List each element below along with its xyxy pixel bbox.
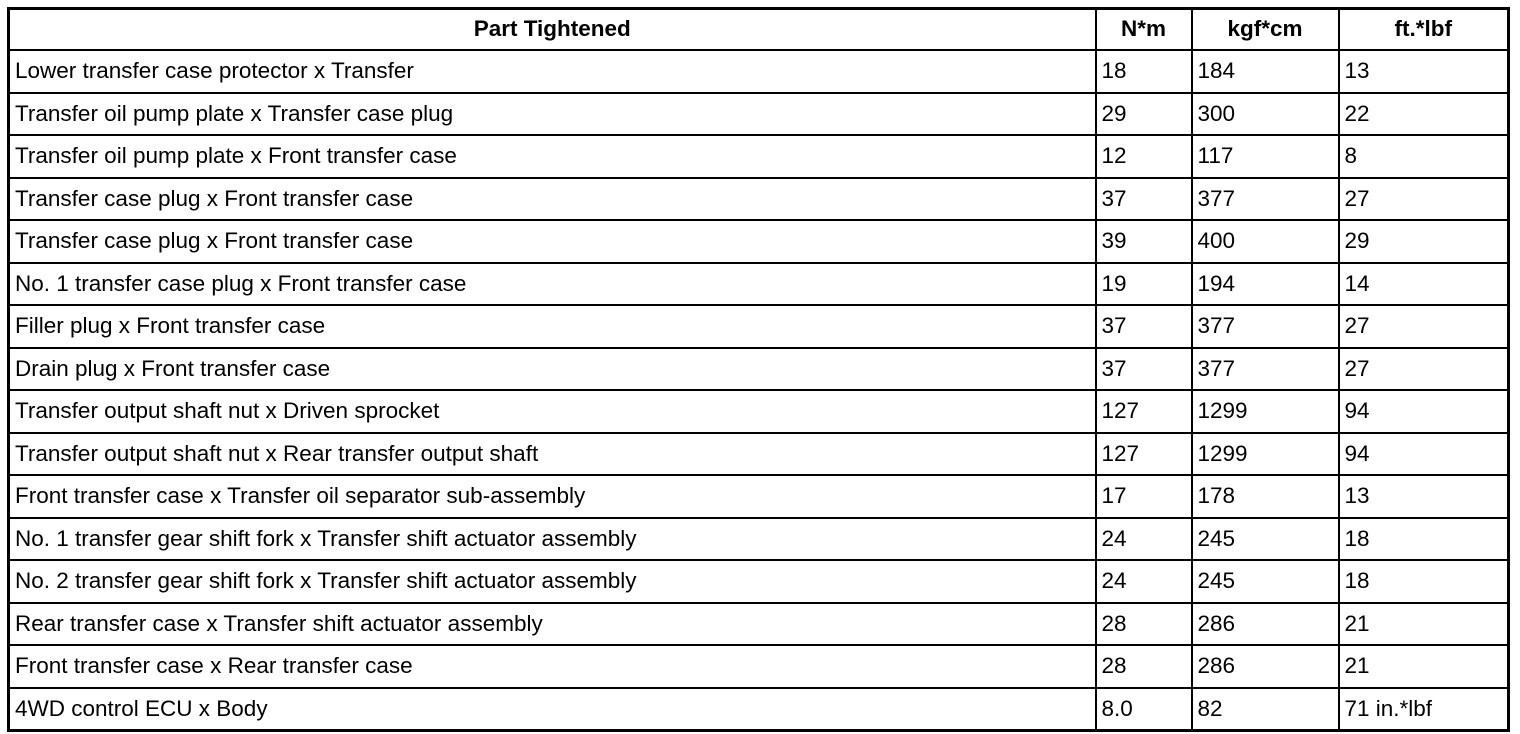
table-row: [9, 475, 1509, 518]
part-tightened-cell: Rear transfer case x Transfer shift actuator assembly: [9, 603, 1096, 646]
kgf-cm-cell: 245: [1192, 518, 1339, 561]
newton-meter-cell: 28: [1096, 645, 1192, 688]
table-row: [9, 518, 1509, 561]
newton-meter-cell: 24: [1096, 518, 1192, 561]
newton-meter-cell: 17: [1096, 475, 1192, 518]
kgf-cm-cell: 377: [1192, 348, 1339, 391]
ft-lbf-cell: 8: [1339, 135, 1509, 178]
part-tightened-cell: No. 2 transfer gear shift fork x Transfer shift actuator assembly: [9, 560, 1096, 603]
ft-lbf-cell: 71 in.*lbf: [1339, 688, 1509, 731]
ft-lbf-cell: 94: [1339, 390, 1509, 433]
part-tightened-cell: Front transfer case x Transfer oil separator sub-assembly: [9, 475, 1096, 518]
table-row: [9, 560, 1509, 603]
table-row: [9, 263, 1509, 306]
ft-lbf-cell: 27: [1339, 348, 1509, 391]
ft-lbf-cell: 27: [1339, 178, 1509, 221]
part-tightened-cell: 4WD control ECU x Body: [9, 688, 1096, 731]
part-tightened-cell: No. 1 transfer gear shift fork x Transfer shift actuator assembly: [9, 518, 1096, 561]
newton-meter-cell: 24: [1096, 560, 1192, 603]
newton-meter-cell: 19: [1096, 263, 1192, 306]
part-tightened-cell: Transfer oil pump plate x Front transfer case: [9, 135, 1096, 178]
table-row: [9, 348, 1509, 391]
column-header-kgf-cm: kgf*cm: [1192, 9, 1339, 51]
part-tightened-cell: Transfer output shaft nut x Driven sprocket: [9, 390, 1096, 433]
kgf-cm-cell: 377: [1192, 178, 1339, 221]
kgf-cm-cell: 286: [1192, 645, 1339, 688]
ft-lbf-cell: 29: [1339, 220, 1509, 263]
kgf-cm-cell: 1299: [1192, 433, 1339, 476]
kgf-cm-cell: 377: [1192, 305, 1339, 348]
newton-meter-cell: 127: [1096, 390, 1192, 433]
table-row: [9, 390, 1509, 433]
table-body: [9, 50, 1509, 731]
part-tightened-cell: Transfer case plug x Front transfer case: [9, 178, 1096, 221]
newton-meter-cell: 37: [1096, 178, 1192, 221]
part-tightened-cell: Transfer case plug x Front transfer case: [9, 220, 1096, 263]
kgf-cm-cell: 286: [1192, 603, 1339, 646]
part-tightened-cell: Transfer oil pump plate x Transfer case plug: [9, 93, 1096, 136]
part-tightened-cell: Transfer output shaft nut x Rear transfer output shaft: [9, 433, 1096, 476]
table-row: [9, 93, 1509, 136]
table-row: [9, 50, 1509, 93]
kgf-cm-cell: 82: [1192, 688, 1339, 731]
ft-lbf-cell: 13: [1339, 50, 1509, 93]
ft-lbf-cell: 94: [1339, 433, 1509, 476]
kgf-cm-cell: 1299: [1192, 390, 1339, 433]
ft-lbf-cell: 18: [1339, 518, 1509, 561]
column-header-ft-lbf: ft.*lbf: [1339, 9, 1509, 51]
torque-specification-table: [7, 7, 1510, 732]
part-tightened-cell: Drain plug x Front transfer case: [9, 348, 1096, 391]
newton-meter-cell: 8.0: [1096, 688, 1192, 731]
kgf-cm-cell: 194: [1192, 263, 1339, 306]
table-row: [9, 135, 1509, 178]
newton-meter-cell: 28: [1096, 603, 1192, 646]
table-row: [9, 178, 1509, 221]
kgf-cm-cell: 178: [1192, 475, 1339, 518]
newton-meter-cell: 39: [1096, 220, 1192, 263]
ft-lbf-cell: 13: [1339, 475, 1509, 518]
ft-lbf-cell: 21: [1339, 603, 1509, 646]
kgf-cm-cell: 184: [1192, 50, 1339, 93]
ft-lbf-cell: 18: [1339, 560, 1509, 603]
ft-lbf-cell: 22: [1339, 93, 1509, 136]
part-tightened-cell: Lower transfer case protector x Transfer: [9, 50, 1096, 93]
ft-lbf-cell: 14: [1339, 263, 1509, 306]
newton-meter-cell: 12: [1096, 135, 1192, 178]
kgf-cm-cell: 117: [1192, 135, 1339, 178]
part-tightened-cell: No. 1 transfer case plug x Front transfer case: [9, 263, 1096, 306]
column-header-newton-meter: N*m: [1096, 9, 1192, 51]
kgf-cm-cell: 400: [1192, 220, 1339, 263]
part-tightened-cell: Front transfer case x Rear transfer case: [9, 645, 1096, 688]
table-row: [9, 688, 1509, 731]
ft-lbf-cell: 27: [1339, 305, 1509, 348]
part-tightened-cell: Filler plug x Front transfer case: [9, 305, 1096, 348]
newton-meter-cell: 29: [1096, 93, 1192, 136]
table-header-row: [9, 9, 1509, 51]
newton-meter-cell: 127: [1096, 433, 1192, 476]
newton-meter-cell: 18: [1096, 50, 1192, 93]
newton-meter-cell: 37: [1096, 348, 1192, 391]
ft-lbf-cell: 21: [1339, 645, 1509, 688]
table-row: [9, 603, 1509, 646]
table-row: [9, 433, 1509, 476]
kgf-cm-cell: 245: [1192, 560, 1339, 603]
newton-meter-cell: 37: [1096, 305, 1192, 348]
table-row: [9, 220, 1509, 263]
column-header-part-tightened: Part Tightened: [9, 9, 1096, 51]
table-row: [9, 645, 1509, 688]
table-row: [9, 305, 1509, 348]
kgf-cm-cell: 300: [1192, 93, 1339, 136]
